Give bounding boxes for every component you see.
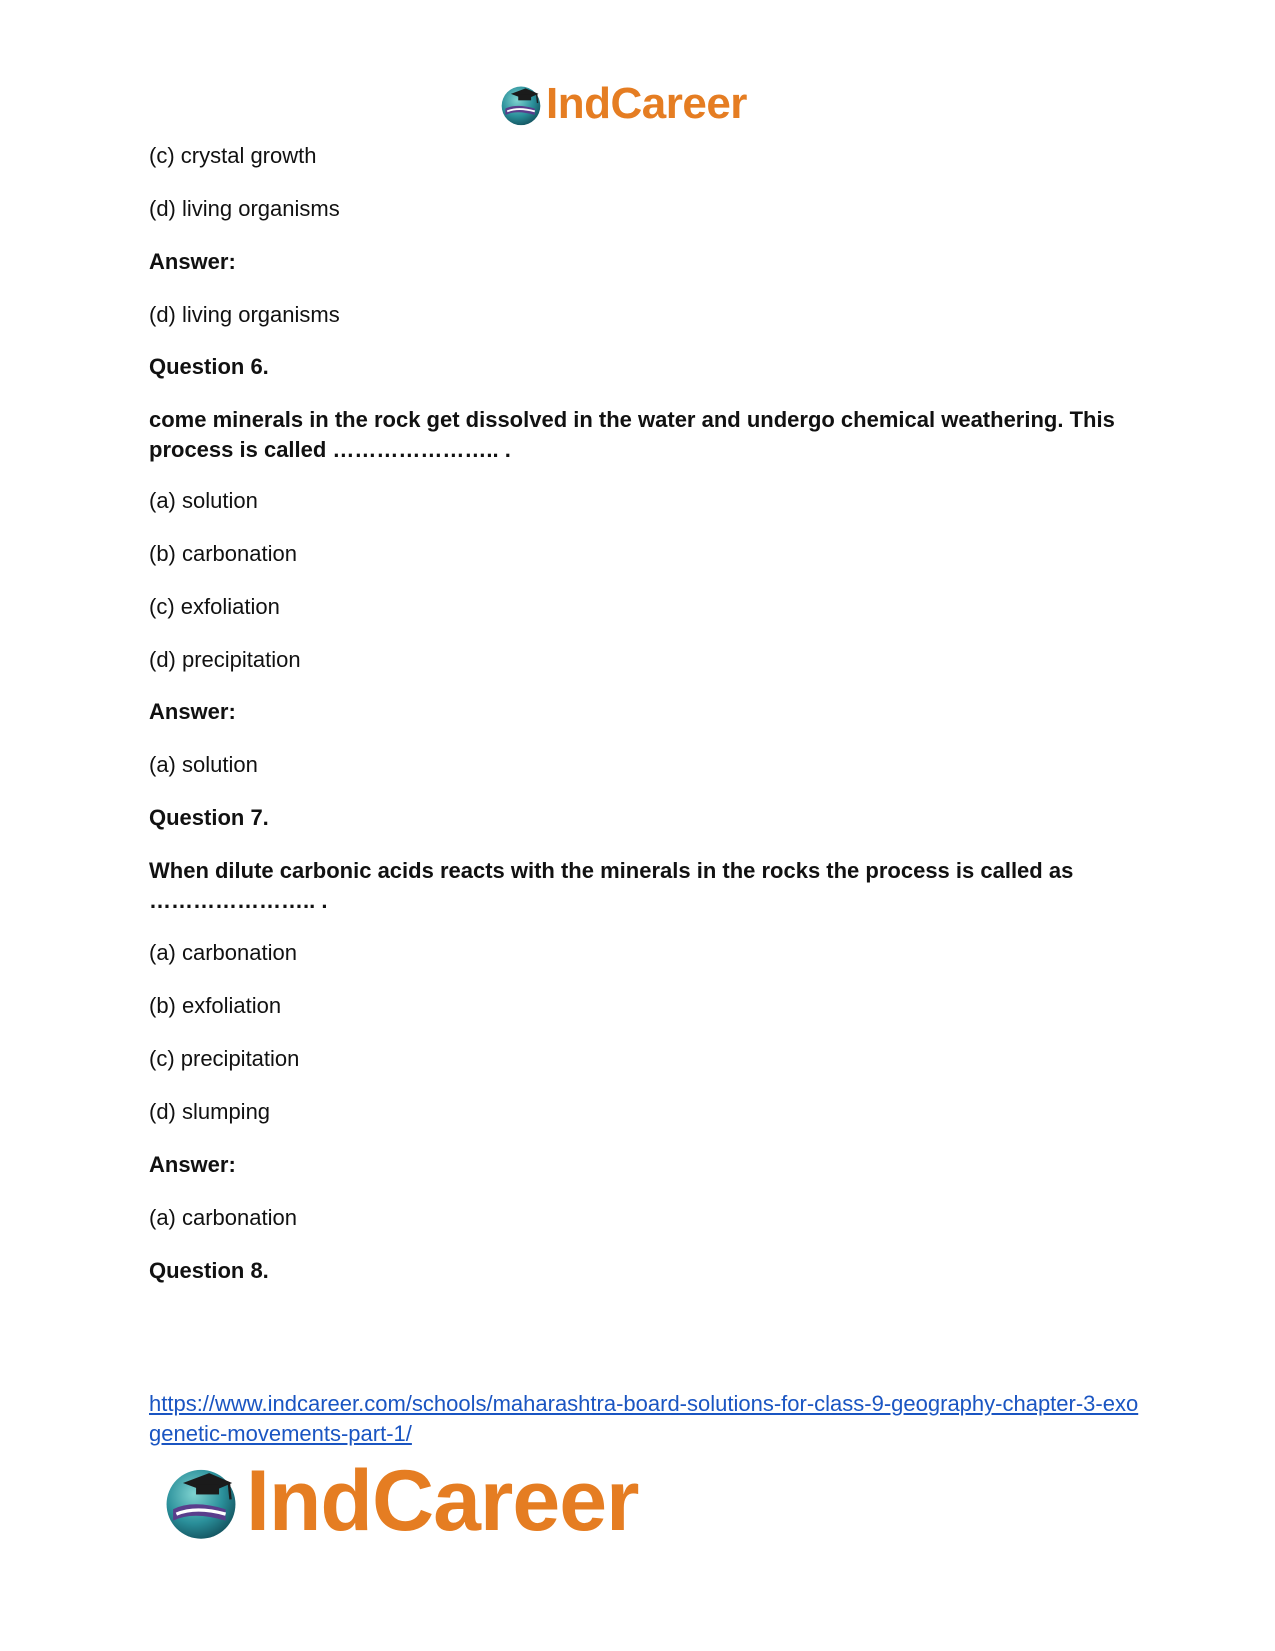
question-7-text: When dilute carbonic acids reacts with the minerals in the rocks the process is called as ………………….. . <box>149 858 1074 913</box>
question-6-text: come minerals in the rock get dissolved in the water and undergo chemical weathering. This process is called ………………….. . <box>149 407 1115 462</box>
option-c: (c) precipitation <box>149 1046 300 1071</box>
option-d: (d) living organisms <box>149 196 340 221</box>
answer-label: Answer: <box>149 249 236 274</box>
option-a: (a) carbonation <box>149 940 297 965</box>
option-d: (d) slumping <box>149 1099 271 1124</box>
option-b: (b) carbonation <box>149 541 297 566</box>
option-d: (d) precipitation <box>149 647 301 672</box>
source-url-link[interactable]: https://www.indcareer.com/schools/maharashtra-board-solutions-for-class-9-geography-chapter-3-exogenetic-movements-part-1/ <box>149 1391 1139 1446</box>
logo-text: IndCareer <box>246 1453 639 1549</box>
answer-label: Answer: <box>149 1152 236 1177</box>
answer-text: (a) solution <box>149 752 258 777</box>
question-6-label: Question 6. <box>149 354 269 379</box>
header-logo <box>498 78 747 130</box>
question-8-label: Question 8. <box>149 1258 269 1283</box>
answer-text: (d) living organisms <box>149 302 340 327</box>
footer-logo <box>160 1453 639 1549</box>
globe-book-icon <box>160 1460 242 1542</box>
answer-text: (a) carbonation <box>149 1205 297 1230</box>
globe-book-icon <box>498 81 544 127</box>
option-a: (a) solution <box>149 488 258 513</box>
logo-text: IndCareer <box>546 79 747 128</box>
answer-label: Answer: <box>149 699 236 724</box>
option-b: (b) exfoliation <box>149 993 282 1018</box>
question-7-label: Question 7. <box>149 805 269 830</box>
option-c: (c) crystal growth <box>149 143 317 168</box>
option-c: (c) exfoliation <box>149 594 280 619</box>
